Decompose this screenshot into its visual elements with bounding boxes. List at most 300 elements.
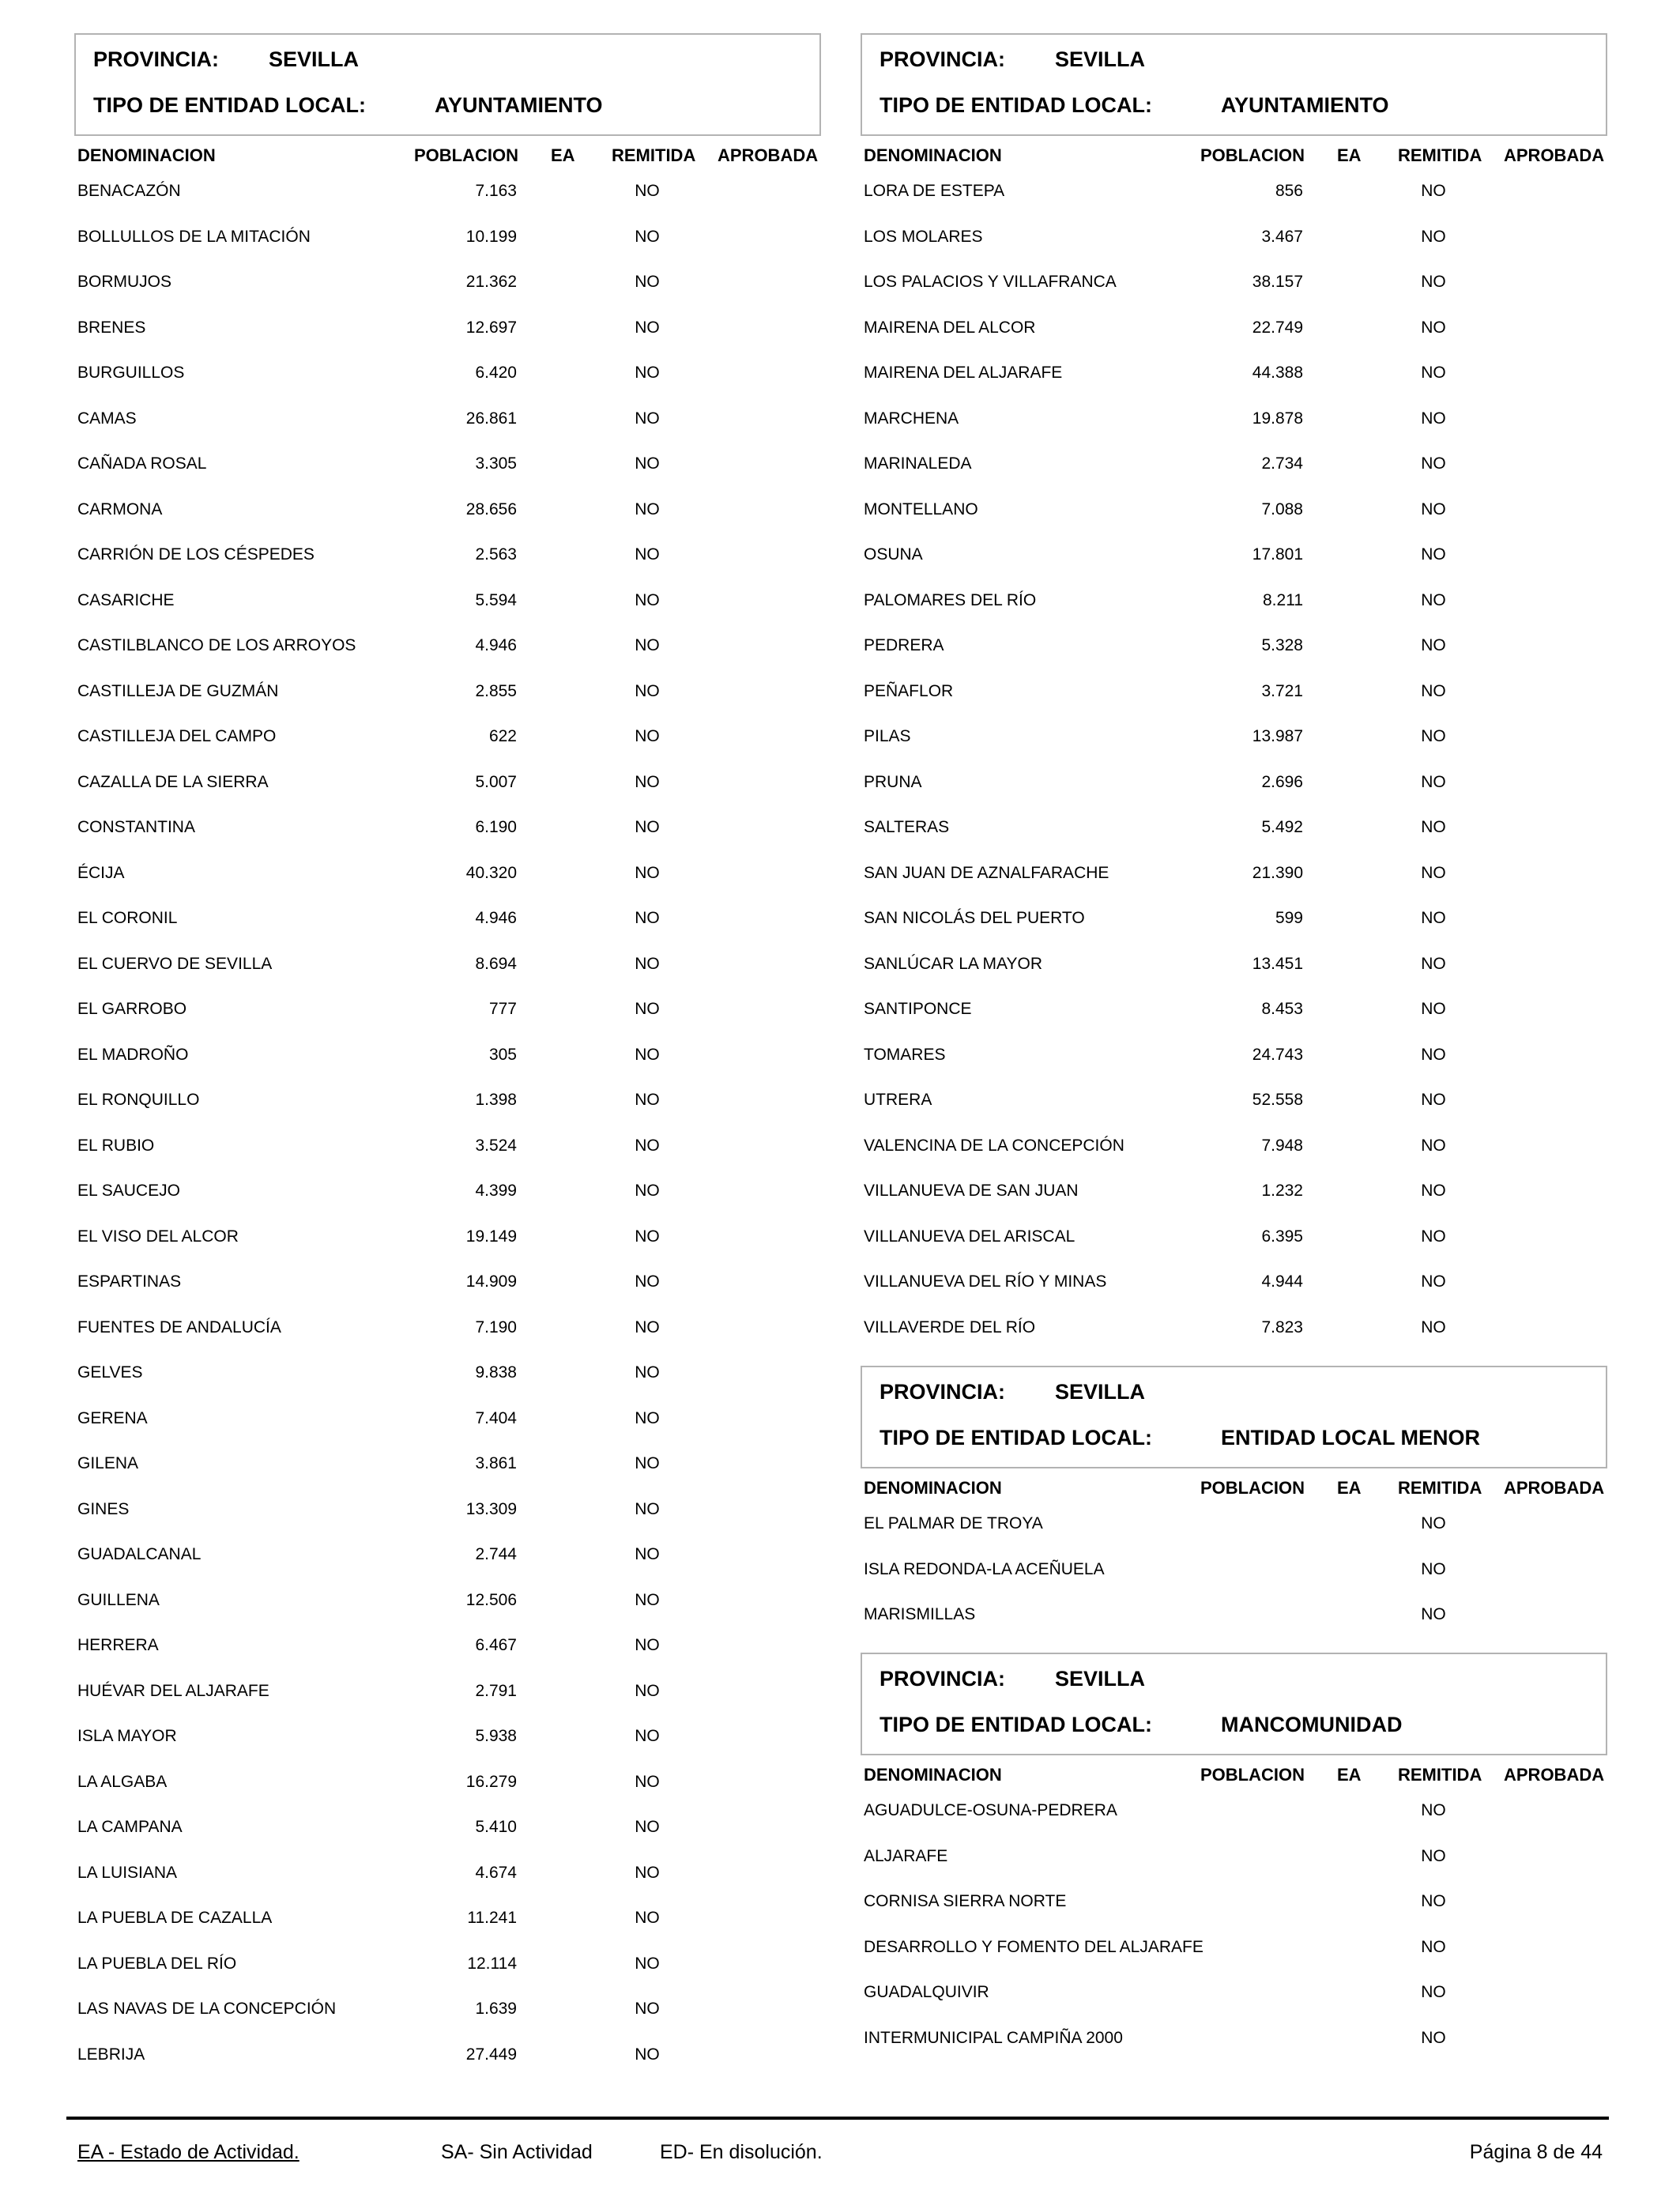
table-row xyxy=(74,2000,821,2045)
cell-remitida: NO xyxy=(1421,409,1446,428)
table-row xyxy=(861,1091,1607,1137)
cell-poblacion: 24.743 xyxy=(1252,1045,1303,1064)
provincia-line xyxy=(880,1667,1146,1691)
cell-poblacion: 8.694 xyxy=(475,954,517,973)
column-header-aprobada: APROBADA xyxy=(1504,145,1605,165)
cell-poblacion: 9.838 xyxy=(475,1363,517,1382)
cell-poblacion: 7.948 xyxy=(1261,1136,1303,1155)
cell-poblacion: 1.639 xyxy=(475,2000,517,2018)
table-row xyxy=(74,682,821,728)
cell-denominacion: CASARICHE xyxy=(77,590,175,609)
cell-poblacion: 19.149 xyxy=(465,1227,517,1246)
cell-denominacion: ALJARAFE xyxy=(864,1846,948,1865)
table-row xyxy=(861,955,1607,1001)
cell-denominacion: INTERMUNICIPAL CAMPIÑA 2000 xyxy=(864,2028,1123,2047)
cell-denominacion: HERRERA xyxy=(77,1636,159,1654)
cell-denominacion: EL SAUCEJO xyxy=(77,1182,180,1200)
table-row xyxy=(861,1983,1607,2029)
column-header-poblacion: POBLACION xyxy=(1200,1765,1305,1785)
cell-denominacion: VILLANUEVA DE SAN JUAN xyxy=(864,1182,1079,1200)
cell-remitida: NO xyxy=(1421,545,1446,564)
table-row xyxy=(861,1046,1607,1091)
cell-remitida: NO xyxy=(635,727,660,745)
cell-remitida: NO xyxy=(635,182,660,200)
cell-poblacion: 4.399 xyxy=(475,1182,517,1200)
cell-remitida: NO xyxy=(635,227,660,246)
cell-remitida: NO xyxy=(635,1363,660,1382)
cell-remitida: NO xyxy=(1421,636,1446,654)
cell-denominacion: MARINALEDA xyxy=(864,454,972,473)
cell-remitida: NO xyxy=(635,1909,660,1927)
cell-poblacion: 5.328 xyxy=(1261,636,1303,654)
cell-remitida: NO xyxy=(1421,1559,1446,1578)
cell-poblacion: 305 xyxy=(488,1045,517,1064)
cell-poblacion: 7.190 xyxy=(475,1318,517,1336)
cell-remitida: NO xyxy=(1421,1272,1446,1291)
table-row xyxy=(861,682,1607,728)
section-header-box xyxy=(861,33,1607,136)
cell-denominacion: SALTERAS xyxy=(864,818,950,836)
tipo-entidad-label: TIPO DE ENTIDAD LOCAL: xyxy=(880,1713,1152,1736)
provincia-line xyxy=(93,47,360,72)
cell-poblacion: 7.404 xyxy=(475,1408,517,1427)
cell-remitida: NO xyxy=(1421,590,1446,609)
cell-remitida: NO xyxy=(635,1454,660,1472)
cell-denominacion: LA ALGABA xyxy=(77,1772,168,1791)
cell-denominacion: LA PUEBLA DE CAZALLA xyxy=(77,1909,273,1927)
cell-remitida: NO xyxy=(1421,1937,1446,1956)
cell-poblacion: 5.938 xyxy=(475,1727,517,1745)
cell-poblacion: 12.114 xyxy=(467,1954,517,1973)
cell-denominacion: MARISMILLAS xyxy=(864,1605,976,1623)
table-row xyxy=(74,1182,821,1227)
cell-denominacion: DESARROLLO Y FOMENTO DEL ALJARAFE xyxy=(864,1937,1203,1956)
cell-denominacion: SAN NICOLÁS DEL PUERTO xyxy=(864,909,1085,927)
table-row xyxy=(74,1137,821,1182)
cell-poblacion: 777 xyxy=(488,1000,517,1018)
cell-poblacion: 6.420 xyxy=(475,364,517,382)
cell-poblacion: 4.946 xyxy=(475,636,517,654)
cell-poblacion: 599 xyxy=(1275,909,1303,927)
cell-denominacion: SANLÚCAR LA MAYOR xyxy=(864,954,1043,973)
section-header-box xyxy=(861,1653,1607,1755)
cell-remitida: NO xyxy=(635,545,660,564)
footer-rule xyxy=(66,2117,1609,2120)
cell-poblacion: 5.492 xyxy=(1261,818,1303,836)
cell-poblacion: 10.199 xyxy=(465,227,517,246)
cell-poblacion: 22.749 xyxy=(1252,318,1303,337)
cell-remitida: NO xyxy=(1421,1801,1446,1819)
provincia-label: PROVINCIA: xyxy=(880,1667,1006,1691)
cell-remitida: NO xyxy=(635,1272,660,1291)
cell-poblacion: 3.861 xyxy=(475,1454,517,1472)
cell-remitida: NO xyxy=(635,2000,660,2018)
cell-poblacion: 7.823 xyxy=(1261,1318,1303,1336)
cell-remitida: NO xyxy=(635,1182,660,1200)
cell-remitida: NO xyxy=(635,1091,660,1109)
cell-remitida: NO xyxy=(1421,727,1446,745)
cell-remitida: NO xyxy=(635,409,660,428)
cell-denominacion: BRENES xyxy=(77,318,146,337)
cell-remitida: NO xyxy=(1421,273,1446,291)
column-header-aprobada: APROBADA xyxy=(718,145,819,165)
cell-remitida: NO xyxy=(635,909,660,927)
cell-remitida: NO xyxy=(1421,863,1446,882)
cell-poblacion: 2.696 xyxy=(1261,772,1303,791)
cell-denominacion: LORA DE ESTEPA xyxy=(864,182,1005,200)
cell-denominacion: GUADALQUIVIR xyxy=(864,1983,989,2001)
cell-remitida: NO xyxy=(1421,1318,1446,1336)
table-row xyxy=(861,1560,1607,1606)
table-row xyxy=(861,1938,1607,1984)
table-row xyxy=(861,727,1607,773)
cell-remitida: NO xyxy=(1421,1983,1446,2001)
cell-remitida: NO xyxy=(635,454,660,473)
cell-poblacion: 7.163 xyxy=(475,182,517,200)
cell-poblacion: 2.734 xyxy=(1261,454,1303,473)
column-header-remitida: REMITIDA xyxy=(612,145,696,165)
table-row xyxy=(74,1363,821,1409)
table-row xyxy=(861,1892,1607,1938)
cell-denominacion: EL CUERVO DE SEVILLA xyxy=(77,954,273,973)
cell-remitida: NO xyxy=(635,364,660,382)
cell-poblacion: 2.855 xyxy=(475,681,517,700)
cell-remitida: NO xyxy=(1421,1182,1446,1200)
column-header-remitida: REMITIDA xyxy=(1398,1478,1482,1498)
provincia-label: PROVINCIA: xyxy=(880,47,1006,71)
cell-remitida: NO xyxy=(635,1954,660,1973)
table-row xyxy=(74,636,821,682)
provincia-value: SEVILLA xyxy=(269,47,360,71)
cell-poblacion: 3.305 xyxy=(475,454,517,473)
cell-poblacion: 3.467 xyxy=(1261,227,1303,246)
cell-remitida: NO xyxy=(1421,909,1446,927)
cell-poblacion: 13.309 xyxy=(465,1499,517,1518)
cell-poblacion: 8.211 xyxy=(1263,590,1303,609)
column-header-poblacion: POBLACION xyxy=(414,145,518,165)
table-row xyxy=(74,1000,821,1046)
cell-denominacion: CONSTANTINA xyxy=(77,818,195,836)
tipo-entidad-line xyxy=(880,93,1389,118)
column-header-denominacion: DENOMINACION xyxy=(864,145,1002,165)
column-header-remitida: REMITIDA xyxy=(1398,145,1482,165)
cell-denominacion: LOS MOLARES xyxy=(864,227,983,246)
table-row xyxy=(74,1955,821,2000)
cell-denominacion: LA CAMPANA xyxy=(77,1818,183,1836)
cell-denominacion: SANTIPONCE xyxy=(864,1000,972,1018)
cell-poblacion: 2.744 xyxy=(475,1545,517,1563)
column-header-aprobada: APROBADA xyxy=(1504,1478,1605,1498)
cell-poblacion: 21.362 xyxy=(465,273,517,291)
cell-denominacion: GERENA xyxy=(77,1408,148,1427)
cell-remitida: NO xyxy=(635,318,660,337)
provincia-line xyxy=(880,1380,1146,1404)
cell-poblacion: 8.453 xyxy=(1261,1000,1303,1018)
cell-poblacion: 5.410 xyxy=(475,1818,517,1836)
tipo-entidad-value: ENTIDAD LOCAL MENOR xyxy=(1221,1426,1480,1449)
cell-denominacion: VALENCINA DE LA CONCEPCIÓN xyxy=(864,1136,1124,1155)
cell-remitida: NO xyxy=(635,863,660,882)
provincia-value: SEVILLA xyxy=(1055,1667,1146,1691)
cell-remitida: NO xyxy=(635,1772,660,1791)
table-row xyxy=(74,1909,821,1955)
table-row xyxy=(74,818,821,864)
cell-denominacion: AGUADULCE-OSUNA-PEDRERA xyxy=(864,1801,1117,1819)
cell-poblacion: 40.320 xyxy=(465,863,517,882)
cell-denominacion: PEÑAFLOR xyxy=(864,681,954,700)
section-header-box xyxy=(861,1366,1607,1468)
table-row xyxy=(74,1591,821,1637)
cell-denominacion: LEBRIJA xyxy=(77,2045,145,2064)
footer-ea-legend: EA - Estado de Actividad. xyxy=(77,2141,299,2163)
cell-remitida: NO xyxy=(635,636,660,654)
cell-poblacion: 12.506 xyxy=(465,1590,517,1609)
cell-remitida: NO xyxy=(1421,818,1446,836)
cell-denominacion: GILENA xyxy=(77,1454,139,1472)
cell-poblacion: 5.007 xyxy=(475,772,517,791)
table-row xyxy=(74,273,821,319)
cell-poblacion: 27.449 xyxy=(465,2045,517,2064)
table-row xyxy=(74,1773,821,1819)
cell-remitida: NO xyxy=(635,590,660,609)
tipo-entidad-line xyxy=(880,1713,1403,1737)
cell-poblacion: 1.398 xyxy=(475,1091,517,1109)
cell-poblacion: 52.558 xyxy=(1252,1091,1303,1109)
tipo-entidad-value: MANCOMUNIDAD xyxy=(1221,1713,1403,1736)
cell-remitida: NO xyxy=(1421,182,1446,200)
cell-remitida: NO xyxy=(635,1590,660,1609)
cell-remitida: NO xyxy=(635,499,660,518)
cell-poblacion: 6.467 xyxy=(475,1636,517,1654)
tipo-entidad-value: AYUNTAMIENTO xyxy=(1221,93,1389,117)
column-header-denominacion: DENOMINACION xyxy=(77,145,216,165)
table-row xyxy=(861,909,1607,955)
table-row xyxy=(74,1864,821,1909)
table-row xyxy=(74,1636,821,1682)
cell-denominacion: MAIRENA DEL ALCOR xyxy=(864,318,1036,337)
cell-denominacion: CARRIÓN DE LOS CÉSPEDES xyxy=(77,545,315,564)
cell-denominacion: CORNISA SIERRA NORTE xyxy=(864,1892,1067,1910)
tipo-entidad-label: TIPO DE ENTIDAD LOCAL: xyxy=(880,1426,1152,1449)
cell-poblacion: 6.395 xyxy=(1261,1227,1303,1246)
cell-poblacion: 14.909 xyxy=(465,1272,517,1291)
cell-remitida: NO xyxy=(635,1227,660,1246)
table-row xyxy=(74,364,821,409)
cell-remitida: NO xyxy=(635,1681,660,1700)
column-header-ea: EA xyxy=(551,145,575,165)
cell-denominacion: CASTILLEJA DE GUZMÁN xyxy=(77,681,279,700)
table-row xyxy=(74,727,821,773)
cell-denominacion: LA LUISIANA xyxy=(77,1863,178,1882)
table-row xyxy=(861,364,1607,409)
column-header-denominacion: DENOMINACION xyxy=(864,1765,1002,1785)
column-header-poblacion: POBLACION xyxy=(1200,1478,1305,1498)
cell-denominacion: CARMONA xyxy=(77,499,163,518)
cell-poblacion: 622 xyxy=(488,727,517,745)
table-row xyxy=(861,1847,1607,1893)
cell-denominacion: VILLANUEVA DEL RÍO Y MINAS xyxy=(864,1272,1107,1291)
cell-denominacion: BOLLULLOS DE LA MITACIÓN xyxy=(77,227,311,246)
table-row xyxy=(74,1682,821,1728)
table-row xyxy=(861,1272,1607,1318)
cell-poblacion: 38.157 xyxy=(1252,273,1303,291)
provincia-label: PROVINCIA: xyxy=(93,47,220,71)
cell-denominacion: BENACAZÓN xyxy=(77,182,181,200)
table-row xyxy=(861,1182,1607,1227)
cell-denominacion: MAIRENA DEL ALJARAFE xyxy=(864,364,1063,382)
table-row xyxy=(74,909,821,955)
table-row xyxy=(74,319,821,364)
provincia-line xyxy=(880,47,1146,72)
table-body xyxy=(74,182,821,2090)
table-row xyxy=(861,1514,1607,1560)
cell-remitida: NO xyxy=(635,1408,660,1427)
table-row xyxy=(861,2029,1607,2075)
column-header-ea: EA xyxy=(1337,1478,1362,1498)
cell-denominacion: MARCHENA xyxy=(864,409,959,428)
table-row xyxy=(74,773,821,819)
table-row xyxy=(861,591,1607,637)
tipo-entidad-value: AYUNTAMIENTO xyxy=(435,93,603,117)
table-row xyxy=(74,1409,821,1455)
cell-poblacion: 12.697 xyxy=(465,318,517,337)
table-row xyxy=(861,1227,1607,1273)
cell-remitida: NO xyxy=(1421,364,1446,382)
table-row xyxy=(861,1605,1607,1651)
cell-denominacion: GELVES xyxy=(77,1363,143,1382)
table-row xyxy=(861,636,1607,682)
cell-remitida: NO xyxy=(1421,681,1446,700)
cell-remitida: NO xyxy=(1421,227,1446,246)
cell-denominacion: HUÉVAR DEL ALJARAFE xyxy=(77,1681,269,1700)
cell-denominacion: EL GARROBO xyxy=(77,1000,187,1018)
cell-remitida: NO xyxy=(635,1499,660,1518)
provincia-value: SEVILLA xyxy=(1055,47,1146,71)
cell-poblacion: 7.088 xyxy=(1261,499,1303,518)
table-body xyxy=(861,1514,1607,1651)
table-row xyxy=(74,1046,821,1091)
cell-denominacion: CAZALLA DE LA SIERRA xyxy=(77,772,269,791)
tipo-entidad-label: TIPO DE ENTIDAD LOCAL: xyxy=(880,93,1152,117)
cell-denominacion: GUADALCANAL xyxy=(77,1545,202,1563)
cell-denominacion: EL PALMAR DE TROYA xyxy=(864,1514,1043,1532)
column-header-aprobada: APROBADA xyxy=(1504,1765,1605,1785)
cell-remitida: NO xyxy=(635,1636,660,1654)
cell-remitida: NO xyxy=(635,1000,660,1018)
table-row xyxy=(861,319,1607,364)
table-row xyxy=(861,864,1607,910)
page-number: Página 8 de 44 xyxy=(1469,2141,1603,2163)
tipo-entidad-line xyxy=(93,93,603,118)
table-row xyxy=(861,1000,1607,1046)
table-row xyxy=(74,228,821,273)
column-header-denominacion: DENOMINACION xyxy=(864,1478,1002,1498)
cell-denominacion: ÉCIJA xyxy=(77,863,125,882)
cell-denominacion: ESPARTINAS xyxy=(77,1272,182,1291)
cell-denominacion: LAS NAVAS DE LA CONCEPCIÓN xyxy=(77,2000,337,2018)
cell-denominacion: OSUNA xyxy=(864,545,923,564)
cell-denominacion: SAN JUAN DE AZNALFARACHE xyxy=(864,863,1109,882)
table-row xyxy=(74,454,821,500)
provincia-label: PROVINCIA: xyxy=(880,1380,1006,1404)
cell-poblacion: 6.190 xyxy=(475,818,517,836)
cell-denominacion: EL CORONIL xyxy=(77,909,178,927)
cell-denominacion: LOS PALACIOS Y VILLAFRANCA xyxy=(864,273,1117,291)
table-row xyxy=(74,1818,821,1864)
cell-poblacion: 16.279 xyxy=(465,1772,517,1791)
cell-denominacion: CASTILBLANCO DE LOS ARROYOS xyxy=(77,636,356,654)
cell-denominacion: PRUNA xyxy=(864,772,922,791)
tipo-entidad-line xyxy=(880,1426,1480,1450)
table-row xyxy=(74,1227,821,1273)
table-row xyxy=(861,182,1607,228)
cell-denominacion: PALOMARES DEL RÍO xyxy=(864,590,1037,609)
table-row xyxy=(861,1137,1607,1182)
table-row xyxy=(74,545,821,591)
cell-denominacion: EL MADROÑO xyxy=(77,1045,189,1064)
cell-poblacion: 26.861 xyxy=(465,409,517,428)
cell-poblacion: 17.801 xyxy=(1252,545,1303,564)
cell-denominacion: GUILLENA xyxy=(77,1590,160,1609)
cell-remitida: NO xyxy=(635,818,660,836)
cell-poblacion: 2.563 xyxy=(475,545,517,564)
cell-remitida: NO xyxy=(1421,1136,1446,1155)
cell-denominacion: LA PUEBLA DEL RÍO xyxy=(77,1954,237,1973)
cell-denominacion: CASTILLEJA DEL CAMPO xyxy=(77,727,277,745)
cell-denominacion: BURGUILLOS xyxy=(77,364,185,382)
cell-remitida: NO xyxy=(1421,1227,1446,1246)
cell-denominacion: PEDRERA xyxy=(864,636,944,654)
table-row xyxy=(861,273,1607,319)
table-row xyxy=(74,1454,821,1500)
cell-denominacion: EL RUBIO xyxy=(77,1136,155,1155)
cell-remitida: NO xyxy=(1421,954,1446,973)
table-row xyxy=(74,1318,821,1364)
cell-poblacion: 19.878 xyxy=(1252,409,1303,428)
cell-denominacion: FUENTES DE ANDALUCÍA xyxy=(77,1318,281,1336)
cell-poblacion: 28.656 xyxy=(465,499,517,518)
cell-remitida: NO xyxy=(1421,772,1446,791)
cell-denominacion: EL RONQUILLO xyxy=(77,1091,200,1109)
table-row xyxy=(74,182,821,228)
cell-denominacion: CAÑADA ROSAL xyxy=(77,454,207,473)
cell-remitida: NO xyxy=(1421,1892,1446,1910)
table-row xyxy=(861,454,1607,500)
cell-denominacion: VILLAVERDE DEL RÍO xyxy=(864,1318,1036,1336)
cell-poblacion: 1.232 xyxy=(1261,1182,1303,1200)
table-row xyxy=(861,409,1607,455)
cell-remitida: NO xyxy=(1421,454,1446,473)
provincia-value: SEVILLA xyxy=(1055,1380,1146,1404)
column-header-ea: EA xyxy=(1337,145,1362,165)
cell-remitida: NO xyxy=(1421,499,1446,518)
cell-poblacion: 3.721 xyxy=(1261,681,1303,700)
table-row xyxy=(74,500,821,546)
cell-poblacion: 4.674 xyxy=(475,1863,517,1882)
cell-denominacion: VILLANUEVA DEL ARISCAL xyxy=(864,1227,1075,1246)
cell-denominacion: BORMUJOS xyxy=(77,273,172,291)
cell-remitida: NO xyxy=(635,1136,660,1155)
footer-ed-legend: ED- En disolución. xyxy=(660,2141,823,2163)
cell-remitida: NO xyxy=(635,1045,660,1064)
column-header-poblacion: POBLACION xyxy=(1200,145,1305,165)
cell-remitida: NO xyxy=(635,1727,660,1745)
cell-remitida: NO xyxy=(1421,1091,1446,1109)
cell-remitida: NO xyxy=(635,1818,660,1836)
column-header-ea: EA xyxy=(1337,1765,1362,1785)
cell-poblacion: 13.987 xyxy=(1252,727,1303,745)
cell-remitida: NO xyxy=(635,1863,660,1882)
